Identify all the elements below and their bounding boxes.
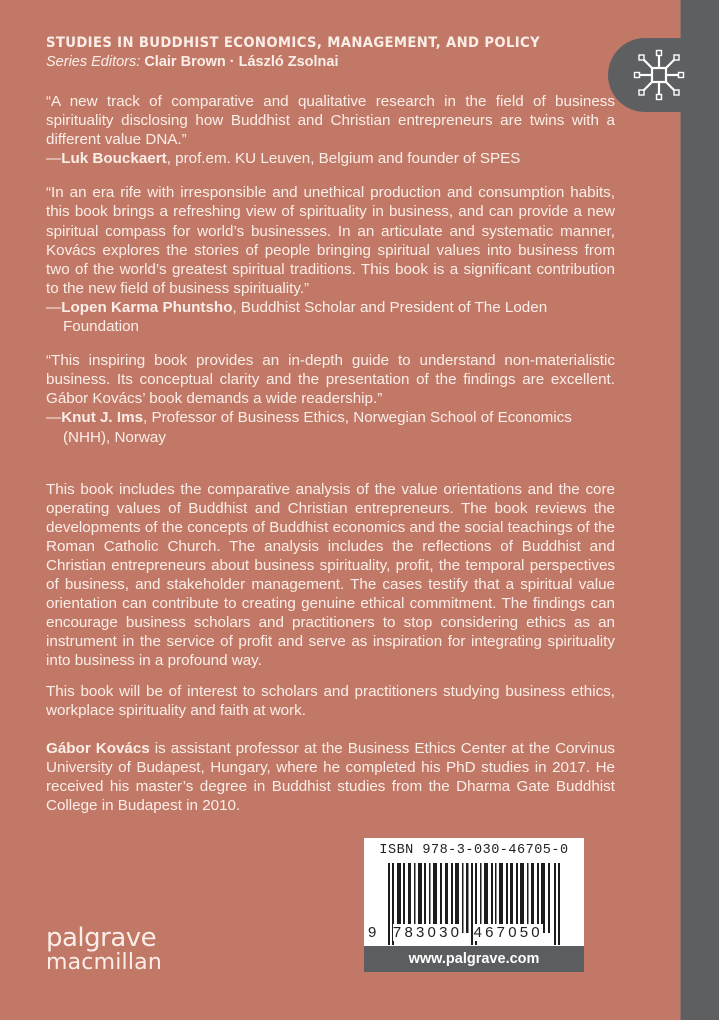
series-editors <box>46 54 646 70</box>
barcode-digit-group-1: 783030 <box>392 924 463 941</box>
barcode-digit-group-2: 467050 <box>473 924 543 941</box>
spacer <box>46 731 615 739</box>
endorser-affiliation: , Professor of Business Ethics, Norwegian School of Economics (NHH), Norway <box>63 409 572 446</box>
series-editors-label: Series Editors: <box>46 54 141 70</box>
endorsement-quote: “A new track of comparative and qualitative research in the field of business spirituality disclosing how Buddhist and Christian entrepreneurs are twins with a different value DNA.” <box>46 93 615 149</box>
endorser-name: Luk Bouckaert <box>61 150 167 168</box>
endorsement-attribution: —Luk Bouckaert, prof.em. KU Leuven, Belgium and founder of SPES <box>46 150 521 168</box>
publisher-url[interactable]: www.palgrave.com <box>364 946 584 972</box>
endorser-name: Knut J. Ims <box>61 409 144 427</box>
author-bio <box>46 739 615 815</box>
endorsement-attribution: —Lopen Karma Phuntsho, Buddhist Scholar and President of The Loden Foundation <box>46 298 548 336</box>
barcode-digits <box>368 924 580 941</box>
endorsement <box>46 183 615 336</box>
series-editors-names: Clair Brown · László Zsolnai <box>144 54 339 70</box>
endorser-affiliation: , prof.em. KU Leuven, Belgium and founder of SPES <box>166 150 521 168</box>
description-paragraph: This book will be of interest to scholars and practitioners studying business ethics, workplace spirituality and faith at work. <box>46 682 615 719</box>
book-spine <box>681 0 719 1020</box>
endorser-affiliation: , Buddhist Scholar and President of The Loden Foundation <box>63 298 548 336</box>
endorsement <box>46 351 615 446</box>
isbn-barcode <box>364 838 584 972</box>
author-name: Gábor Kovács <box>46 739 150 757</box>
publisher-name-line2: macmillan <box>46 950 163 975</box>
endorsement-quote: “This inspiring book provides an in-depth guide to understand non-materialistic business. Its conceptual clarity and the presentation of the findings are excellent. Gábor Kovács’ book demands a wide readership.” <box>46 352 615 408</box>
author-bio-text: is assistant professor at the Business Ethics Center at the Corvinus University of Budapest, Hungary, where he completed his PhD studies in 2017. He received his master’s degree in Buddhist studies from the Dharma Gate Buddhist College in Budapest in 2010. <box>46 739 615 814</box>
isbn-number: ISBN 978-3-030-46705-0 <box>379 843 569 858</box>
back-cover-text <box>46 92 615 826</box>
series-title: STUDIES IN BUDDHIST ECONOMICS, MANAGEMENT, AND POLICY <box>46 35 541 51</box>
endorser-name: Lopen Karma Phuntsho <box>61 298 233 316</box>
publisher-name-line1: palgrave <box>46 923 157 953</box>
endorsement-quote: “In an era rife with irresponsible and unethical production and consumption habits, this book brings a refreshing view of spirituality in business, and can provide a new spiritual compass for world’s businesses. In an articulate and systematic manner, Kovács explores the stories of people bringing spiritual values into business from two of the world’s greatest spiritual traditions. This book is a significant contribution to the new field of business spirituality.” <box>46 184 615 297</box>
barcode-digit-first: 9 <box>368 924 380 941</box>
series-header <box>46 35 646 70</box>
spacer <box>46 462 615 480</box>
publisher-logo <box>46 925 162 975</box>
endorsement-attribution: —Knut J. Ims, Professor of Business Ethics, Norwegian School of Economics (NHH), Norway <box>46 409 572 446</box>
description-paragraph: This book includes the comparative analysis of the value orientations and the core operating values of Buddhist and Christian entrepreneurs. The book reviews the developments of the concepts of Buddhist economics and the social teachings of the Roman Catholic Church. The analysis includes the reflections of Buddhist and Christian entrepreneurs about business spirituality, profit, the temporal perspectives of business, and stakeholder management. The cases testify that a spiritual value orientation can contribute to creating genuine ethical commitment. The findings can encourage business scholars and practitioners to stop considering ethics as an instrument in the service of profit and serve as inspiration for integrating spirituality into business in a profound way. <box>46 480 615 670</box>
endorsement <box>46 92 615 168</box>
